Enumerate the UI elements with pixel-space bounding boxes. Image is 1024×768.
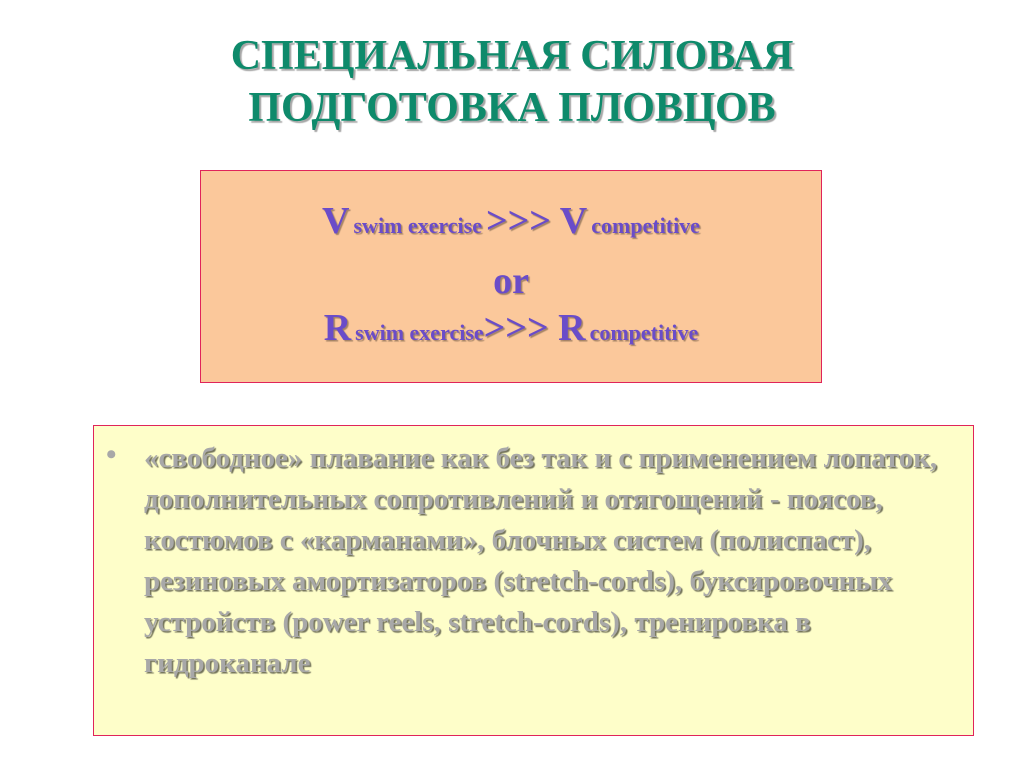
formula-line-velocity — [201, 199, 821, 243]
formula-operator: >>> R — [483, 307, 586, 349]
formula-line-resistance — [201, 306, 821, 350]
formula-or: or — [493, 260, 529, 302]
title-line-2: ПОДГОТОВКА ПЛОВЦОВ — [248, 85, 776, 131]
title-line-1: СПЕЦИАЛЬНАЯ СИЛОВАЯ — [230, 33, 794, 79]
slide-title — [0, 30, 1024, 134]
formula-symbol: R — [323, 307, 352, 349]
formula-subscript: swim exercise — [353, 213, 482, 238]
bullet-text: «свободное» плавание как без так и с применением лопаток, дополнительных сопротивлений и отягощений - поясов, костюмов с «карманами», блочных систем (полиспаст), резиновых амортизаторов (stretch-cords), буксировочных устройств (power reels, stretch-cords), тренировка в гидроканале — [144, 442, 938, 679]
formula-subscript: competitive — [589, 320, 699, 345]
formula-subscript: competitive — [591, 213, 700, 238]
bullet-marker: • — [106, 438, 117, 471]
formula-symbol: V — [322, 200, 350, 242]
formula-box — [200, 170, 822, 383]
formula-subscript: swim exercise — [355, 320, 484, 345]
formula-operator: >>> V — [486, 200, 588, 242]
bullet-box — [93, 425, 974, 736]
